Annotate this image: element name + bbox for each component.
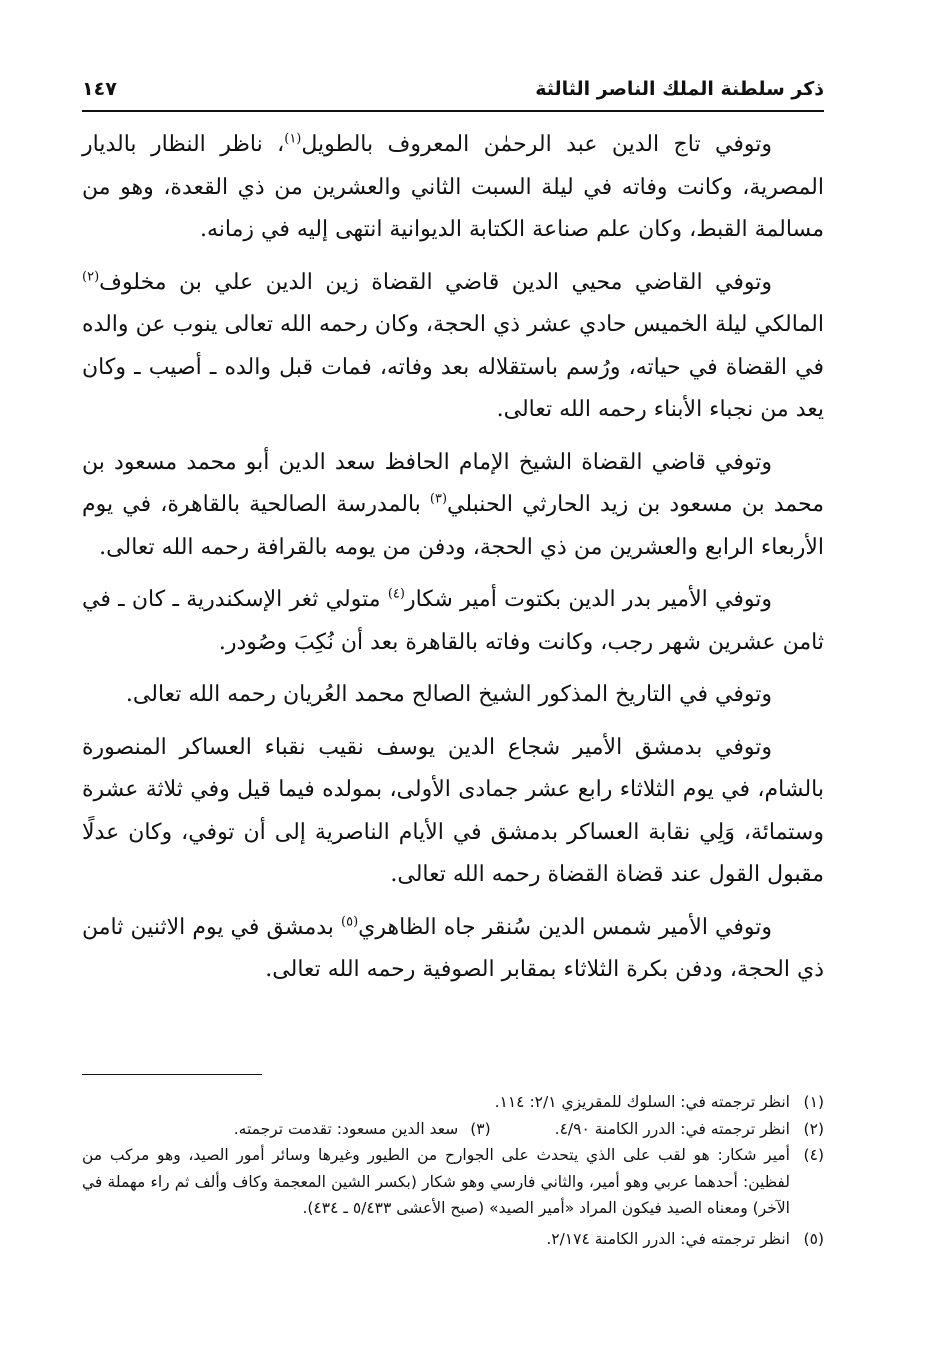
running-header bbox=[82, 66, 824, 110]
footnote-number: (٤) bbox=[803, 1146, 824, 1164]
header-rule bbox=[82, 110, 824, 112]
footnote-number: (١) bbox=[803, 1093, 824, 1111]
paragraph-5: وتوفي في التاريخ المذكور الشيخ الصالح محمد العُريان رحمه الله تعالى. bbox=[125, 682, 772, 707]
book-page bbox=[82, 66, 824, 1336]
footnote-2-3 bbox=[82, 1116, 824, 1143]
footnote-text: انظر ترجمته في: السلوك للمقريزي ٢/١: ١١٤. bbox=[494, 1093, 790, 1111]
footnote-ref-4: (٤) bbox=[387, 586, 405, 602]
page-number: ١٤٧ bbox=[82, 78, 117, 100]
main-text bbox=[82, 124, 824, 992]
footnote-number: (٢) bbox=[803, 1119, 824, 1138]
paragraph-1: وتوفي تاج الدين عبد الرحمٰن المعروف بالطويل$^{(١)}$، ناظر النظار بالديار المصرية، وكانت وفاته في ليلة السبت الثاني والعشرين من ذي القعدة، وهو من مسالمة القبط، وكان علم صناعة الكتابة الديوانية انتهى إليه في زمانه. bbox=[82, 131, 824, 242]
footnote-ref-1: (١) bbox=[284, 131, 302, 147]
paragraph-3: وتوفي قاضي القضاة الشيخ الإمام الحافظ سعد الدين أبو محمد مسعود بن محمد بن مسعود بن زيد الحارثي الحنبلي$^{(٣)}$ بالمدرسة الصالحية بالقاهرة، في يوم الأربعاء الرابع والعشرين من ذي الحجة، ودفن من يومه بالقرافة رحمه الله تعالى. bbox=[82, 449, 824, 560]
footnote-text: أمير شكار: هو لقب على الذي يتحدث على الجوارح من الطيور وغيرها وسائر أمور الصيد، وهو مركب من لفظين: أحدهما عربي وهو أمير، والثاني فارسي وهو شكار (بكسر الشين المعجمة وكاف وألف ثم راء مهملة في الآخر) ومعناه الصيد فيكون المراد «أمير الصيد» (صبح الأعشى ٥/٤٣٣ ـ ٤٣٤). bbox=[82, 1146, 790, 1217]
footnote-text: سعد الدين مسعود: تقدمت ترجمته. bbox=[233, 1119, 459, 1138]
footnote-number: (٣) bbox=[470, 1119, 491, 1138]
footnotes bbox=[82, 1074, 824, 1252]
footnote-ref-5: (٥) bbox=[341, 914, 359, 930]
footnote-ref-3: (٣) bbox=[429, 491, 448, 507]
footnote-5 bbox=[82, 1226, 824, 1253]
footnote-text: انظر ترجمته في: الدرر الكامنة ٢/١٧٤. bbox=[546, 1229, 790, 1248]
footnote-ref-2: (٢) bbox=[82, 269, 100, 285]
footnote-1 bbox=[82, 1089, 824, 1116]
paragraph-2: وتوفي القاضي محيي الدين قاضي القضاة زين الدين علي بن مخلوف$^{(٢)}$ المالكي ليلة الخميس حادي عشر ذي الحجة، وكان رحمه الله تعالى ينوب عن والده في القضاة في حياته، ورُسم باستقلاله بعد وفاته، فمات قبل والده ـ أصيب ـ وكان يعد من نجباء الأبناء رحمه الله تعالى. bbox=[82, 269, 824, 422]
footnote-text: انظر ترجمته في: الدرر الكامنة ٤/٩٠. bbox=[554, 1119, 790, 1138]
footnote-number: (٥) bbox=[803, 1229, 824, 1248]
footnote-rule bbox=[82, 1074, 262, 1075]
paragraph-7: وتوفي الأمير شمس الدين سُنقر جاه الظاهري$^{(٥)}$ بدمشق في يوم الاثنين ثامن ذي الحجة، ودفن بكرة الثلاثاء بمقابر الصوفية رحمه الله تعالى. bbox=[82, 914, 824, 982]
running-title: ذكر سلطنة الملك الناصر الثالثة bbox=[535, 78, 824, 100]
paragraph-6: وتوفي بدمشق الأمير شجاع الدين يوسف نقيب نقباء العساكر المنصورة بالشام، في يوم الثلاثاء رابع عشر جمادى الأولى، بمولده فيما قيل وفي ثلاثة عشرة وستمائة، وَلِي نقابة العساكر بدمشق في الأيام الناصرية إلى أن توفي، وكان عدلًا مقبول القول عند قضاة القضاة رحمه الله تعالى. bbox=[82, 734, 824, 887]
paragraph-4: وتوفي الأمير بدر الدين بكتوت أمير شكار$^{(٤)}$ متولي ثغر الإسكندرية ـ كان ـ في ثامن عشرين شهر رجب، وكانت وفاته بالقاهرة بعد أن نُكِبَ وصُودر. bbox=[82, 586, 824, 655]
footnote-4 bbox=[82, 1142, 824, 1222]
